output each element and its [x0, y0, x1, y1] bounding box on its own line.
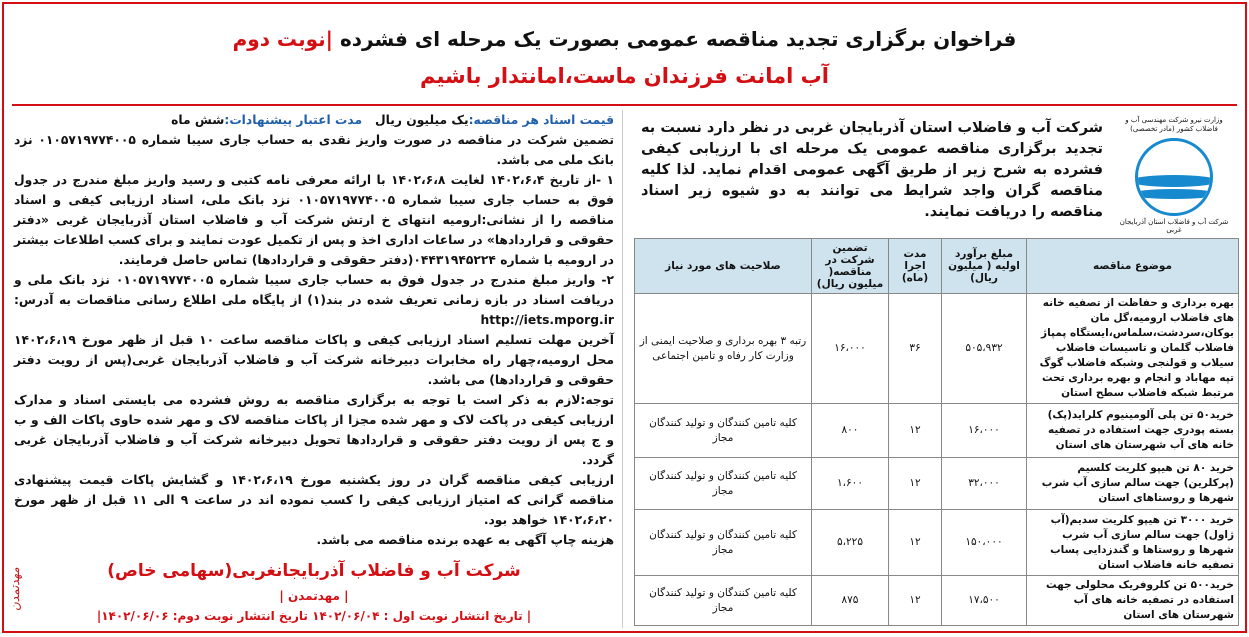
cell-subject: خرید۵۰ تن پلی آلومینیوم کلراید(پک) بسته پودری جهت استفاده در تصفیه خانه های آب شهرستان های استان [1027, 404, 1239, 458]
header-divider [12, 104, 1237, 106]
validity-value: شش ماه [171, 113, 225, 127]
cell-subject: بهره برداری و حفاظت از تصفیه خانه های فاضلاب ارومیه،گل مان بوکان،سردشت،سلماس،ایستگاه پمپاژ فاضلاب گلمان و تاسیسات فاضلاب سیلاب و قولنجی وشبکه فاضلاب گوگ تپه مهاباد و انجام و بهره برداری تحت مرتبط شبکه فاضلاب سطح استان [1027, 294, 1239, 404]
col-subject: موضوع مناقصه [1027, 239, 1239, 294]
col-duration: مدت اجرا (ماه) [889, 239, 942, 294]
guarantee-note: تضمین شرکت در مناقصه در صورت واریز نقدی به حساب جاری سیبا شماره ۰۱۰۵۷۱۹۷۷۴۰۰۵ نزد بانک ملی می باشد. [14, 133, 615, 167]
cell-duration: ۱۲ [889, 510, 942, 576]
column-divider [622, 110, 623, 628]
cell-qualification: کلیه تامین کنندگان و تولید کنندگان مجاز [635, 458, 812, 510]
table-row [635, 458, 1239, 510]
header [12, 10, 1237, 102]
cell-qualification: کلیه تامین کنندگان و تولید کنندگان مجاز [635, 404, 812, 458]
publisher-name: | مهدتمدن | [279, 589, 349, 603]
cell-qualification: کلیه تامین کنندگان و تولید کنندگان مجاز [635, 576, 812, 626]
ad-cost-note: هزینه چاپ آگهی به عهده برنده مناقصه می باشد. [316, 533, 614, 547]
cell-estimate: ۱۷،۵۰۰ [942, 576, 1027, 626]
logo-company-name: شرکت آب و فاضلاب استان آذربایجان غربی [1119, 218, 1229, 234]
cell-guarantee: ۱،۶۰۰ [812, 458, 889, 510]
cell-duration: ۱۲ [889, 458, 942, 510]
cell-estimate: ۳۲،۰۰۰ [942, 458, 1027, 510]
company-signature: شرکت آب و فاضلاب آذربایجانغربی(سهامی خاص) [107, 561, 521, 581]
table-row [635, 404, 1239, 458]
table-row [635, 576, 1239, 626]
method-2: ۲- واریز مبلغ مندرج در جدول فوق به حساب جاری سیبا شماره ۰۱۰۵۷۱۹۷۷۴۰۰۵ نزد بانک ملی و دریافت اسناد در بازه زمانی تعریف شده در بند(۱) از پایگاه ملی اطلاع رسانی مناقصات به آدرس: http://iets.mporg.ir [14, 273, 614, 327]
cell-qualification: کلیه تامین کنندگان و تولید کنندگان مجاز [635, 510, 812, 576]
attention-note: توجه:لازم به ذکر است با توجه به برگزاری مناقصه به روش فشرده می بایستی اسناد و مدارک ارزیابی کیفی در پاکت لاک و مهر شده مجزا از پاکات مناقصه لاک و مهر شده حاوی پاکات الف و ب و ج پس از رویت دفتر حقوقی و قراردادها تحویل دبیرخانه شرکت آب و فاضلاب آذربایجان غربی گردد. [14, 393, 614, 467]
cell-guarantee: ۱۶،۰۰۰ [812, 294, 889, 404]
cell-guarantee: ۸۰۰ [812, 404, 889, 458]
cell-estimate: ۱۶،۰۰۰ [942, 404, 1027, 458]
table-header-row [635, 239, 1239, 294]
publish-dates: | تاریخ انتشار نوبت اول : ۱۴۰۲/۰۶/۰۴ تاریخ انتشار نوبت دوم: ۱۴۰۲/۰۶/۰۶| [96, 609, 532, 623]
cell-guarantee: ۵،۲۲۵ [812, 510, 889, 576]
intro-paragraph: شرکت آب و فاضلاب استان آذربایجان غربی در نظر دارد نسبت به تجدید برگزاری مناقصه عمومی یک مرحله ای با ارزیابی کیفی فشرده به شرح زیر از طریق آگهی عمومی اقدام نماید. لذا کلیه مناقصه گران واجد شرایط می توانند به دو شیوه زیر اسناد مناقصه را دریافت نمایند. [641, 120, 1103, 220]
cell-duration: ۱۲ [889, 576, 942, 626]
cell-subject: خرید ۳۰۰۰ تن هیپو کلریت سدیم(آب ژاول) جهت سالم سازی آب شرب شهرها و روستاها و گندزدایی پساب تصفیه خانه فاضلاب استان [1027, 510, 1239, 576]
title-text: فراخوان برگزاری تجدید مناقصه عمومی بصورت یک مرحله ای فشرده [339, 27, 1017, 51]
col-guarantee: تضمین شرکت در مناقصه( میلیون ریال) [812, 239, 889, 294]
col-estimate: مبلغ برآورد اولیه ( میلیون ریال) [942, 239, 1027, 294]
deadline-note: آخرین مهلت تسلیم اسناد ارزیابی کیفی و پاکات مناقصه ساعت ۱۰ قبل از ظهر مورخ ۱۴۰۲،۶،۱۹ محل ارومیه،چهار راه مخابرات دبیرخانه شرکت آب و فاضلاب آذربایجان غربی(پس از رویت دفتر حقوقی و قراردادها) می باشد. [14, 333, 614, 387]
method-1: ۱ -از تاریخ ۱۴۰۲،۶،۴ لغایت ۱۴۰۲،۶،۸ با ارائه معرفی نامه کتبی و رسید واریز مبلغ مندرج در جدول فوق به حساب جاری سیبا شماره ۰۱۰۵۷۱۹۷۷۴۰۰۵ نزد بانک ملی، اسناد ارزیابی کیفی و اسناد مناقصه را از نشانی:ارومیه انتهای خ ارتش شرکت آب و فاضلاب استان آذربایجان غربی «دفتر حقوقی و قراردادها» در ساعات اداری اخذ و پس از تکمیل عودت نمایند و برای کسب اطلاعات بیشتر در ارومیه با شماره ۰۴۴۳۱۹۴۵۲۲۴(دفتر حقوقی و قراردادها) تماس حاصل فرمایند. [14, 173, 614, 267]
cell-subject: خرید۵۰۰ تن کلروفریک محلولی جهت استفاده در تصفیه خانه های آب شهرستان های استان [1027, 576, 1239, 626]
doc-price-label: قیمت اسناد هر مناقصه: [468, 113, 614, 127]
table-row [635, 510, 1239, 576]
water-drop-icon [1135, 138, 1213, 216]
evaluation-note: ارزیابی کیفی مناقصه گران در روز یکشنبه مورخ ۱۴۰۲،۶،۱۹ و گشایش پاکات قیمت پیشنهادی مناقصه گرانی که امتیاز ارزیابی کیفی را کسب نموده اند در ساعت ۹ الی ۱۱ قبل از ظهر مورخ ۱۴۰۲،۶،۲۰ خواهد بود. [14, 473, 615, 527]
doc-price-line [14, 110, 614, 130]
ministry-text: وزارت نیرو شرکت مهندسی آب و فاضلاب کشور (مادر تخصصی) [1125, 116, 1223, 133]
cell-qualification: رتبه ۳ بهره برداری و صلاحیت ایمنی از وزارت کار رفاه و تامین اجتماعی [635, 294, 812, 404]
col-qualification: صلاحیت های مورد نیاز [635, 239, 812, 294]
cell-duration: ۱۲ [889, 404, 942, 458]
page-title [12, 24, 1237, 54]
validity-label: مدت اعتبار پیشنهادات: [224, 113, 363, 127]
doc-price-value: یک میلیون ریال [374, 113, 469, 127]
slogan: آب امانت فرزندان ماست،امانتدار باشیم [420, 64, 829, 88]
round-label: |نوبت دوم [232, 27, 333, 51]
cell-guarantee: ۸۷۵ [812, 576, 889, 626]
table-row [635, 294, 1239, 404]
cell-duration: ۳۶ [889, 294, 942, 404]
cell-estimate: ۵۰۵،۹۳۲ [942, 294, 1027, 404]
newspaper-stamp: مهدتمدن [8, 567, 22, 611]
tender-table [634, 238, 1239, 626]
right-column [634, 110, 1239, 628]
left-column [14, 110, 614, 628]
cell-subject: خرید ۸۰ تن هیپو کلریت کلسیم (پرکلرین) جهت سالم سازی آب شرب شهرها و روستاهای استان [1027, 458, 1239, 510]
cell-estimate: ۱۵۰،۰۰۰ [942, 510, 1027, 576]
company-logo [1115, 116, 1233, 234]
tender-notice [2, 2, 1247, 633]
